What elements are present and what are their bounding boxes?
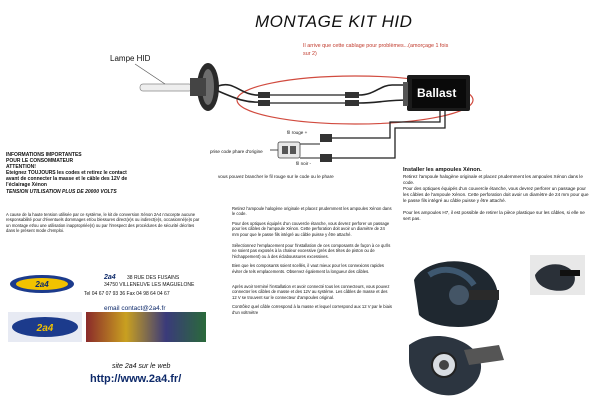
info-line-1: Eteignez TOUJOURS les codes et retirez le contact (6, 170, 127, 176)
banner-photo (86, 312, 206, 342)
company-name: 2a4 (104, 274, 116, 281)
svg-text:2a4: 2a4 (36, 323, 54, 334)
right-text (403, 167, 589, 222)
connector-right-bottom (345, 100, 359, 106)
address-line-2: 34750 VILLENEUVE LES MAGUELONE (104, 282, 195, 288)
2a4-logo-top (8, 272, 76, 296)
info-heading-2: POUR LE CONSOMMATEUR (6, 158, 74, 164)
lamp-label: Lampe HID (110, 54, 151, 63)
installation-photo-small (530, 255, 585, 295)
middle-p6: Contrôlez quel câble correspond à la masse et lequel correspond aux 12 V par le biais d'un voltmètre (232, 304, 392, 315)
wire-plug-red (320, 134, 332, 142)
wire-black-label: fil noir - (296, 161, 312, 166)
connector-left-top (258, 92, 270, 98)
phone-fax: Tel 04 67 07 93 36 Fax 04 98 64 04 67 (84, 291, 170, 297)
address-line-1: 38 RUE DES FUSAINS (127, 275, 180, 281)
middle-text (232, 206, 392, 319)
info-line-3: l'éclairage Xénon (6, 182, 47, 189)
diagram-caption: vous pouvez brancher le fil rouge sur le code ou le phare (218, 174, 334, 179)
middle-p5: Après avoir terminé l'installation et avoir connecté tous les connecteurs, vous pouvez connecter les câbles de masse et des 12V au système. Les câbles de masse et des 12 V se trouvent sur le connecteur d'ampoules original. (232, 284, 390, 300)
right-p3: Pour les ampoules H7, il est possible de retirer la pièce plastique sur les câbles, si elle ne sert pas. (403, 210, 585, 221)
middle-p4: Bien que les composants soient scellés, il vaut mieux pour les connexions rapides éviter de tels emplacements. Observez également la longueur des câbles. (232, 263, 384, 274)
original-plug (278, 142, 300, 158)
middle-p2: Pour des optiques équipés d'un couvercle étanche, vous devrez perforer un passage pour les câbles de l'ampoule Xénon. Cette perforation doit avoir un diamètre de 24 mm pour que le passe fils intégré au câble puisse y être attaché. (232, 220, 390, 237)
email-link[interactable]: email contact@2a4.fr (104, 305, 166, 312)
right-p2: Pour des optiques équipés d'un couvercle étanche, vous devrez perforer un passage pour les câbles de l'ampoule Xénon. Cette perforation doit avoir un diamètre de 24 mm pour que le passe fils intégré au câble puisse y être attaché. (403, 186, 589, 203)
ballast-label: Ballast (417, 86, 457, 100)
right-p1: Retirez l'ampoule halogène originale et placez prudemment les ampoules Xénon dans le code. (403, 174, 583, 185)
site-caption: site 2a4 sur le web (112, 363, 171, 370)
connector-left-bottom (258, 100, 270, 106)
site-url[interactable]: http://www.2a4.fr/ (90, 373, 182, 385)
plug-label: prise code phare d'origine (210, 149, 263, 154)
safety-info (6, 152, 201, 195)
info-line-2: avant de connecter la masse et le câble des 12V de (6, 176, 128, 183)
liability-warning: A cause de la haute tension utilisée par ce système, le kit de conversion Xénon 2A4 n'accepte aucune responsabilité pour d'éventuels dommages et/ou blessures direct(e)s ou indirect(e)s, occasionné(e)s par un montage et/ou une utilisation inappropriée(s) ou par l'irrespect des procédures de sécurité décrites dans le présent mode d'emploi. (6, 212, 200, 234)
page-title: MONTAGE KIT HID (255, 12, 413, 31)
wire-plug-black (320, 154, 332, 162)
wire-red-label: fil rouge + (287, 130, 308, 135)
red-annotation: Il arrive que cette cablage pour problèmes...(amorçage 1 fois sur 2) (303, 43, 449, 57)
middle-p1: Retirez l'ampoule halogène originale et placez prudemment les ampoules Xénon dans le code. (232, 206, 392, 217)
hid-lamp (135, 63, 219, 111)
info-attention: ATTENTION! (6, 164, 36, 170)
connector-right-top (345, 92, 359, 98)
info-heading-1: INFORMATIONS IMPORTANTES (6, 152, 82, 158)
installation-photos (404, 250, 524, 398)
right-heading: Installer les ampoules Xénon. (403, 167, 482, 173)
middle-p3: Sélectionnez l'emplacement pour l'installation de ces composants de façon à ce qu'ils ne soient pas exposés à la chaleur excessive (près des têtes de piston ou de l'échappement) ou à des éclaboussures excessives. (232, 243, 391, 259)
info-voltage: TENSION UTILISATION PLUS DE 20000 VOLTS (6, 188, 117, 195)
2a4-logo-bottom (8, 312, 82, 342)
svg-text:2a4: 2a4 (35, 280, 49, 289)
